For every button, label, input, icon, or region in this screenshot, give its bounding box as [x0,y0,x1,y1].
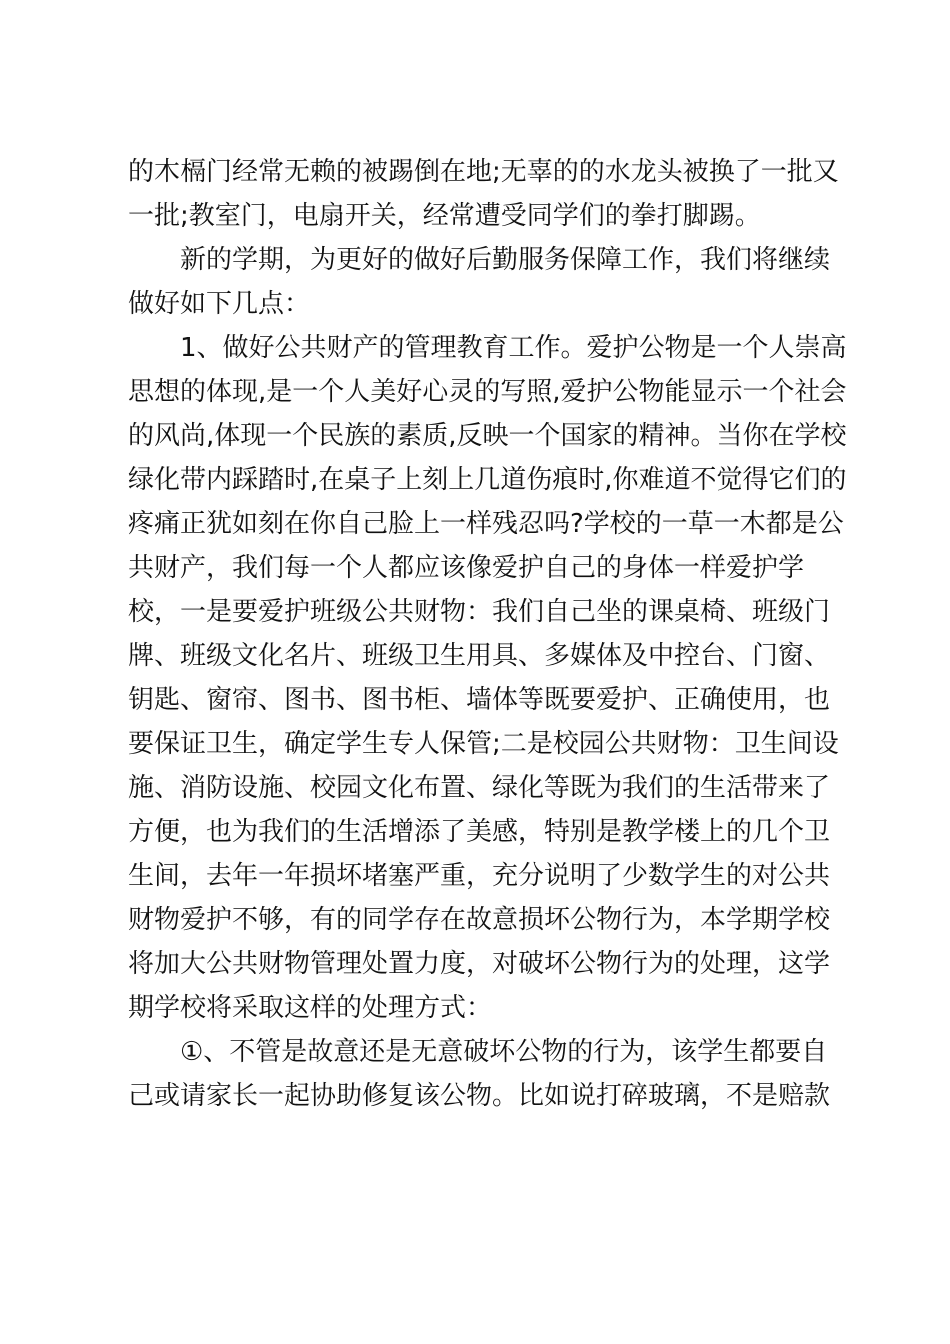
text-line: 财物爱护不够，有的同学存在故意损坏公物行为，本学期学校 [128,905,831,935]
text-line: 钥匙、窗帘、图书、图书柜、墙体等既要爱护、正确使用，也 [128,685,831,715]
text-line: 绿化带内踩踏时,在桌子上刻上几道伤痕时,你难道不觉得它们的 [128,465,847,495]
paragraph-continuation [128,150,838,238]
text-line: 新的学期，为更好的做好后勤服务保障工作，我们将继续 [180,245,831,275]
text-line: 的风尚,体现一个民族的素质,反映一个国家的精神。当你在学校 [128,421,847,451]
text-line: 期学校将采取这样的处理方式： [128,993,493,1023]
text-line: 方便，也为我们的生活增添了美感，特别是教学楼上的几个卫 [128,817,831,847]
text-line: 将加大公共财物管理处置力度，对破坏公物行为的处理，这学 [128,949,831,979]
text-line: ①、不管是故意还是无意破坏公物的行为，该学生都要自 [180,1037,828,1067]
text-line: 一批;教室门，电扇开关，经常遭受同学们的拳打脚踢。 [128,201,761,231]
text-line: 己或请家长一起协助修复该公物。比如说打碎玻璃，不是赔款 [128,1081,831,1111]
paragraph-public-property [128,326,847,1030]
text-line: 生间，去年一年损坏堵塞严重，充分说明了少数学生的对公共 [128,861,831,891]
text-line: 1、做好公共财产的管理教育工作。爱护公物是一个人崇高 [180,333,847,363]
paragraph-new-semester [128,238,838,326]
text-line: 要保证卫生，确定学生专人保管;二是校园公共财物：卫生间设 [128,729,839,759]
paragraph-handling-method-1 [128,1030,838,1118]
text-line: 共财产，我们每一个人都应该像爱护自己的身体一样爱护学 [128,553,805,583]
text-line: 施、消防设施、校园文化布置、绿化等既为我们的生活带来了 [128,773,831,803]
text-line: 做好如下几点： [128,289,311,319]
text-line: 牌、班级文化名片、班级卫生用具、多媒体及中控台、门窗、 [128,641,831,671]
text-line: 疼痛正犹如刻在你自己脸上一样残忍吗?学校的一草一木都是公 [128,509,844,539]
text-line: 校，一是要爱护班级公共财物：我们自己坐的课桌椅、班级门 [128,597,831,627]
document-page [128,150,847,1118]
text-line: 的木槅门经常无赖的被踢倒在地;无辜的的水龙头被换了一批又 [128,157,839,187]
text-line: 思想的体现,是一个人美好心灵的写照,爱护公物能显示一个社会 [128,377,847,407]
